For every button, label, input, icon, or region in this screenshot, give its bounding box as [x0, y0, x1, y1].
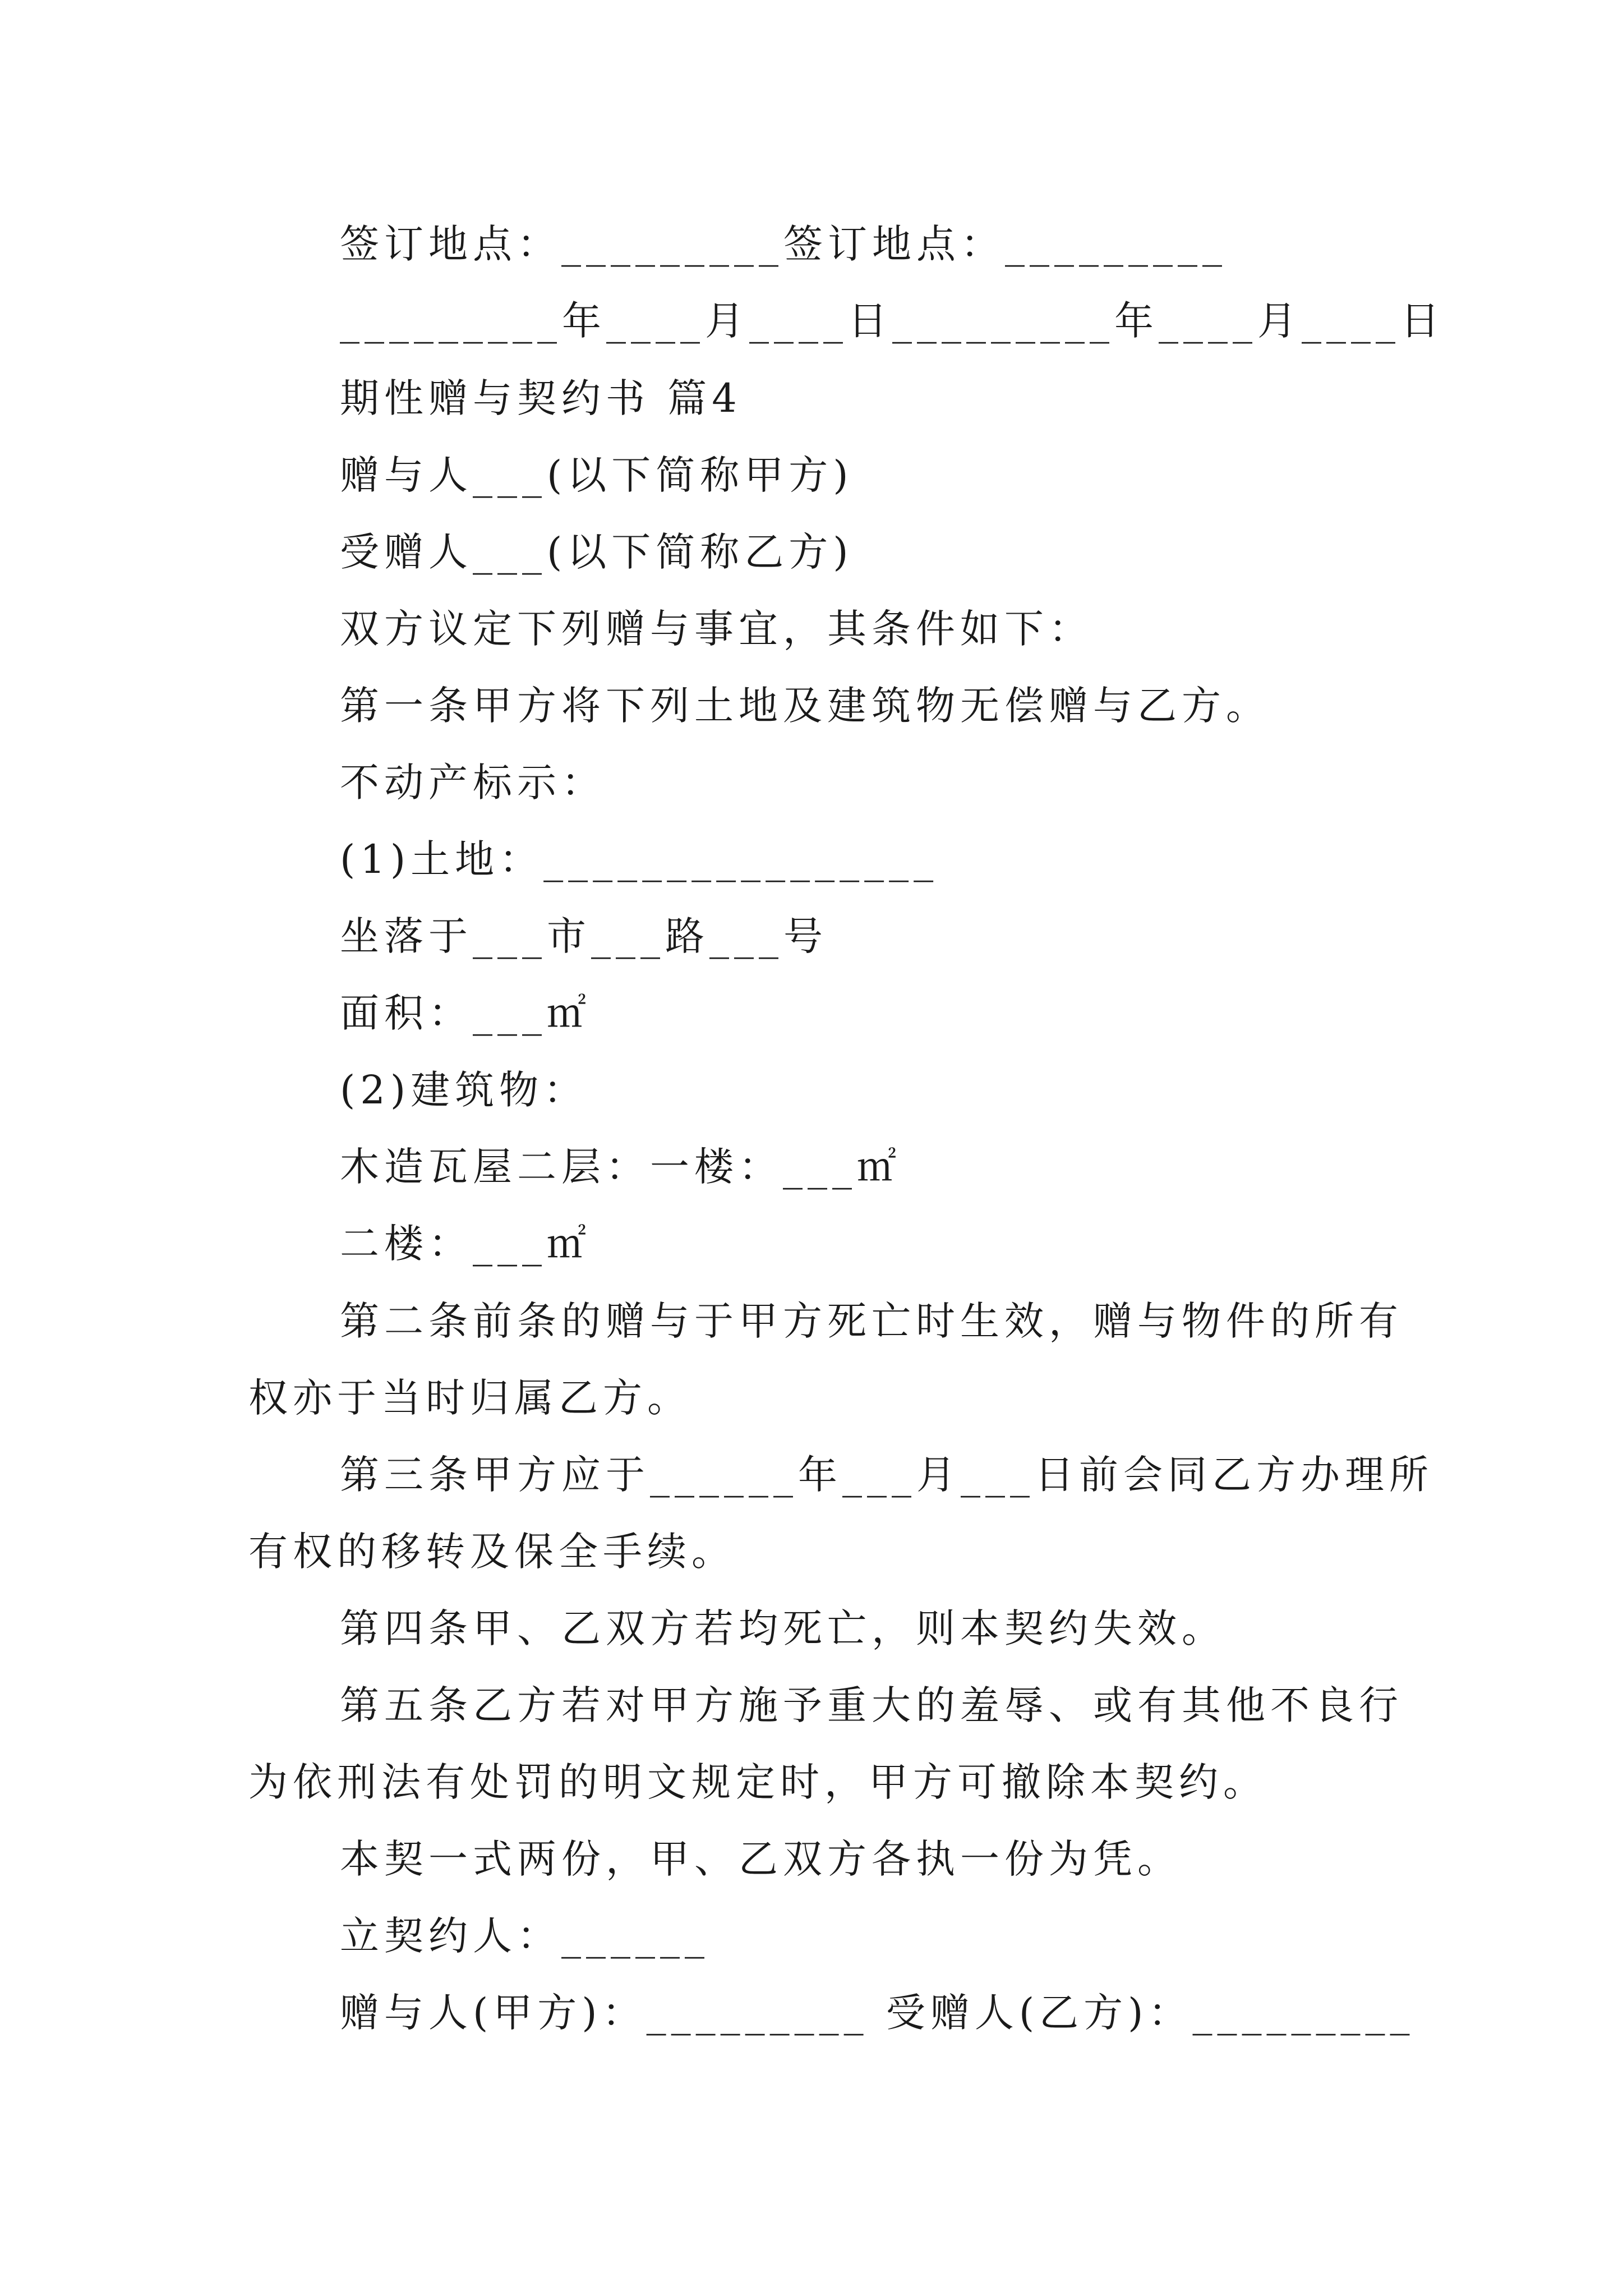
land-line: (1)土地：________________ — [340, 836, 939, 882]
first-floor-line: 木造瓦屋二层：一楼：___㎡ — [340, 1144, 901, 1190]
area-line: 面积：___㎡ — [340, 990, 591, 1036]
second-floor-line: 二楼：___㎡ — [340, 1221, 591, 1267]
agreement-intro: 双方议定下列赠与事宜，其条件如下： — [340, 606, 1093, 652]
article-3-line-2: 有权的移转及保全手续。 — [248, 1529, 736, 1575]
building-line: (2)建筑物： — [340, 1067, 588, 1113]
article-5-line-1: 第五条乙方若对甲方施予重大的羞辱、或有其他不良行 — [340, 1682, 1403, 1728]
donor-line: 赠与人___(以下简称甲方) — [340, 452, 854, 498]
section-heading: 期性赠与契约书 篇4 — [340, 375, 742, 421]
location-line: 坐落于___市___路___号 — [340, 913, 828, 959]
property-label: 不动产标示： — [340, 760, 606, 806]
donee-line: 受赠人___(以下简称乙方) — [340, 529, 854, 575]
article-5-line-2: 为依刑法有处罚的明文规定时，甲方可撤除本契约。 — [248, 1759, 1267, 1805]
copies-line: 本契一式两份，甲、乙双方各执一份为凭。 — [340, 1836, 1182, 1882]
article-2-line-2: 权亦于当时归属乙方。 — [248, 1375, 691, 1421]
article-4: 第四条甲、乙双方若均死亡，则本契约失效。 — [340, 1605, 1226, 1651]
signature-line: 赠与人(甲方)：_________ 受赠人(乙方)：_________ — [340, 1990, 1415, 2036]
signing-place-line: 签订地点：_________签订地点：_________ — [340, 221, 1227, 267]
article-2-line-1: 第二条前条的赠与于甲方死亡时生效，赠与物件的所有 — [340, 1298, 1403, 1344]
signing-date-line: _________年____月____日_________年____月____日 — [340, 298, 1445, 344]
article-1: 第一条甲方将下列土地及建筑物无偿赠与乙方。 — [340, 683, 1270, 729]
article-3-line-1: 第三条甲方应于______年___月___日前会同乙方办理所 — [340, 1452, 1433, 1498]
contract-parties-line: 立契约人：______ — [340, 1913, 709, 1959]
